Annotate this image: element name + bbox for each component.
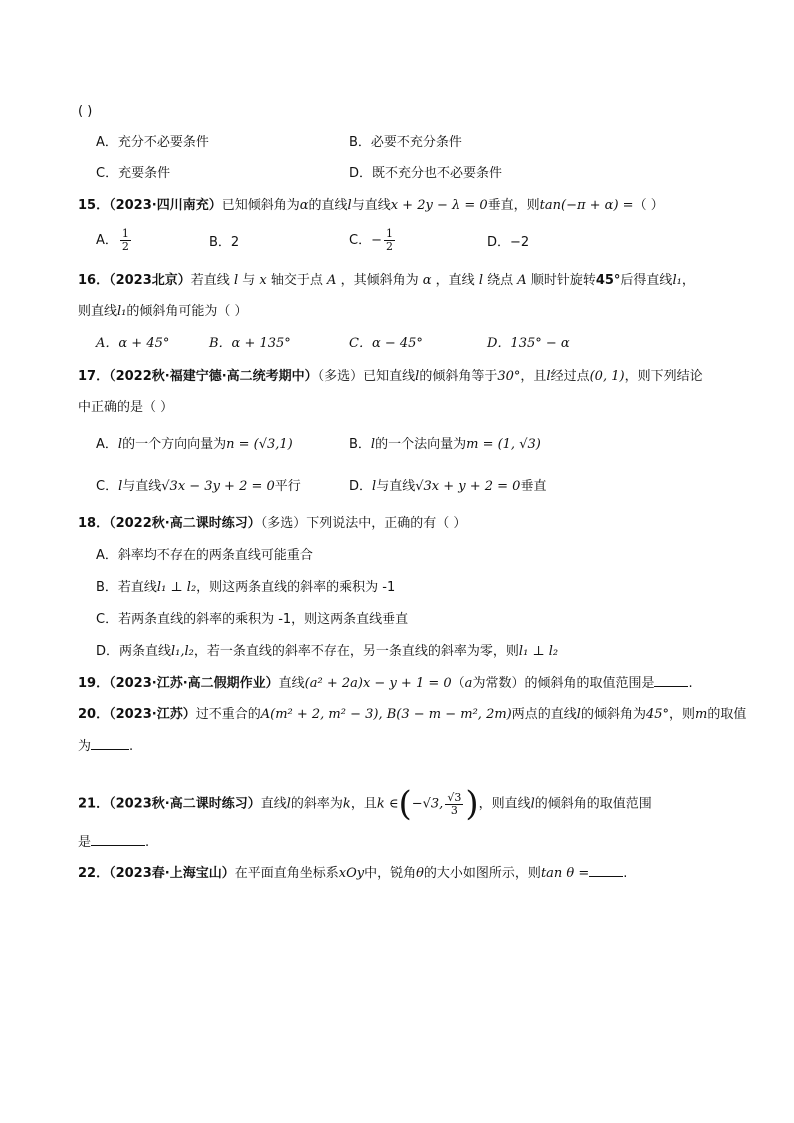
q17-text: ，且 (520, 369, 547, 384)
q15-text: 垂直，则 (487, 198, 540, 213)
q22-theta: θ (416, 866, 424, 881)
q17-vector-n: n = (√3,1) (226, 437, 293, 452)
q21-stem (78, 784, 652, 824)
q17-l: l (372, 479, 377, 494)
q19-answer-blank[interactable] (654, 686, 688, 687)
q14-option-d: D．既不充分也不必要条件 (349, 166, 503, 181)
q17-option-c-label: C． (96, 479, 119, 494)
q18-text: （多选）下列说法中，正确的有（ ） (260, 516, 467, 531)
q14-option-a: A．充分不必要条件 (96, 135, 209, 150)
q21-l: l (530, 796, 535, 812)
q14-option-b: B．必要不充分条件 (349, 135, 462, 150)
q16-l: l (233, 273, 239, 288)
q21-left-paren-icon: ( (398, 784, 412, 824)
q20-degree: 45° (645, 707, 669, 722)
q16-option-d: D．135° − α (487, 336, 570, 351)
q16-stem (78, 272, 695, 290)
q17-text: ，则下列结论 (624, 369, 703, 384)
q20-answer-blank[interactable] (91, 749, 129, 750)
q21-text: 直线 (260, 796, 287, 812)
q16-point-a: A (517, 273, 527, 288)
q18-lines: l₁,l₂ (171, 644, 194, 659)
q17-text: （多选）已知直线 (317, 369, 416, 384)
fraction-denominator: 2 (385, 240, 393, 253)
q15-number: 15． (78, 198, 110, 213)
q17-option-d-label: D． (349, 479, 373, 494)
q18-text: ，若一条直线的斜率不存在，另一条直线的斜率为零，则 (193, 644, 519, 659)
q16-text: 轴交于点 (270, 273, 323, 288)
q15-option-b: B．2 (209, 235, 240, 250)
q19-a: a (464, 676, 473, 691)
q21-text: 是 (78, 835, 92, 850)
q22-answer-blank[interactable] (589, 876, 623, 877)
q20-l: l (576, 707, 581, 722)
q17-text: 与直线 (376, 479, 416, 494)
q15-option-d: D．−2 (487, 235, 530, 250)
q22-stem (78, 865, 627, 883)
q17-l: l (415, 369, 420, 384)
q15-option-c-sign: − (371, 233, 382, 248)
q16-alpha: α (422, 273, 432, 288)
q17-point: (0, 1) (589, 369, 625, 384)
q20-text: ，则 (669, 707, 696, 722)
q17-text: 的一个方向向量为 (122, 437, 227, 452)
q20-m: m (695, 707, 708, 722)
q21-text: 的斜率为 (290, 796, 343, 812)
q20-number: 20． (78, 707, 110, 722)
q17-vector-m: m = (1, √3) (466, 437, 541, 452)
q21-right-paren-icon: ) (465, 784, 479, 824)
q15-text: 的直线 (308, 198, 348, 213)
q18-number: 18． (78, 516, 110, 531)
q17-option-a (96, 436, 293, 454)
q18-perpendicular: l₁ ⊥ l₂ (156, 580, 197, 595)
q20-text: 两点的直线 (511, 707, 577, 722)
q17-equation: √3x − 3y + 2 = 0 (161, 479, 275, 494)
q19-equation: (a² + 2a)x − y + 1 = 0 (304, 676, 452, 691)
q22-text: 的大小如图所示，则 (423, 866, 541, 881)
q15-option-c-fraction (384, 228, 395, 253)
q15-text: 已知倾斜角为 (221, 198, 300, 213)
q15-option-a (96, 228, 133, 253)
q22-xoy: xOy (338, 866, 365, 881)
q16-l: l (478, 273, 483, 288)
q21-text: ，则直线 (478, 796, 531, 812)
q16-text: 与 (242, 273, 256, 288)
q15-equation: x + 2y − λ = 0 (390, 198, 488, 213)
q16-l1: l₁ (672, 273, 682, 288)
q17-l: l (546, 369, 551, 384)
q20-stem-line2 (78, 738, 133, 756)
q15-option-c-label: C． (349, 233, 372, 248)
q21-k: k (342, 796, 351, 812)
q17-source: （2022秋·福建宁德·高二统考期中） (109, 369, 318, 384)
q21-lower-bound: −√3, (411, 796, 444, 812)
q16-text: 绕点 (487, 273, 514, 288)
q17-degree: 30° (497, 369, 521, 384)
q15-text: 与直线 (351, 198, 391, 213)
q16-text: ，直线 (435, 273, 475, 288)
q19-text: （ (451, 676, 465, 691)
q20-text: 过不重合的 (195, 707, 261, 722)
fraction-numerator: 1 (385, 227, 393, 240)
q15-stem (78, 197, 664, 215)
q18-text: ，则这两条直线的斜率的乘积为 -1 (196, 580, 396, 595)
fraction-numerator: 1 (121, 227, 129, 240)
q17-l: l (117, 437, 123, 452)
q19-number: 19． (78, 676, 110, 691)
q16-text: 后得直线 (620, 273, 673, 288)
q20-end: . (129, 739, 134, 754)
q18-text: D．两条直线 (96, 644, 172, 659)
q16-point-a: A (327, 273, 337, 288)
q17-option-b (349, 436, 541, 454)
q15-option-a-label: A． (96, 233, 118, 248)
q19-stem (78, 675, 693, 693)
q16-option-c: C．α − 45° (349, 336, 423, 351)
q16-source: （2023北京） (109, 273, 191, 288)
q17-number: 17． (78, 369, 110, 384)
q15-option-a-fraction (120, 228, 131, 253)
q20-stem (78, 706, 746, 724)
q17-equation: √3x + y + 2 = 0 (415, 479, 521, 494)
q18-option-d (96, 643, 558, 661)
q19-source: （2023·江苏·高二假期作业） (109, 676, 279, 691)
q16-text: 若直线 (190, 273, 230, 288)
fraction-denominator: 2 (121, 240, 129, 253)
q22-text: 中，锐角 (364, 866, 417, 881)
q18-text: B．若直线 (96, 580, 157, 595)
q21-text: 的倾斜角的取值范围 (534, 796, 652, 812)
q16-degree: 45° (595, 273, 621, 288)
q17-option-c (96, 478, 301, 496)
q16-number: 16． (78, 273, 110, 288)
fraction-numerator: √3 (447, 790, 462, 804)
q17-text: 与直线 (122, 479, 162, 494)
q16-option-b: B．α + 135° (209, 336, 291, 351)
q15-expression: tan(−π + α) = (539, 198, 634, 213)
q22-end: . (623, 866, 628, 881)
q20-text: 为 (78, 739, 92, 754)
q20-text: 的取值 (707, 707, 747, 722)
q21-number: 21． (78, 796, 110, 812)
q15-option-c (349, 228, 397, 253)
q22-number: 22． (78, 866, 110, 881)
q15-source: （2023·四川南充） (109, 198, 222, 213)
q22-source: （2023春·上海宝山） (109, 866, 235, 881)
q16-stem-line2 (78, 303, 248, 321)
q15-alpha: α (299, 198, 309, 213)
q21-in: k ∈ (376, 796, 399, 812)
q19-end: . (688, 676, 693, 691)
q16-text: 顺时针旋转 (530, 273, 596, 288)
q16-l1: l₁ (117, 304, 127, 319)
q18-perpendicular: l₁ ⊥ l₂ (518, 644, 559, 659)
q20-points: A(m² + 2, m² − 3), B(3 − m − m², 2m) (260, 707, 512, 722)
q15-l: l (347, 198, 352, 213)
q22-expression: tan θ = (540, 866, 590, 881)
q21-l: l (286, 796, 291, 812)
q16-text: 的倾斜角可能为（ ） (126, 304, 248, 319)
q19-text: 直线 (278, 676, 305, 691)
q20-text: 的倾斜角为 (580, 707, 646, 722)
q18-source: （2022秋·高二课时练习） (109, 516, 261, 531)
q16-x: x (259, 273, 267, 288)
q18-option-a: A．斜率均不存在的两条直线可能重合 (96, 548, 313, 563)
q21-text: ，且 (350, 796, 377, 812)
q17-text: 垂直 (520, 479, 547, 494)
q14-option-c: C．充要条件 (96, 166, 171, 181)
q15-paren: （ ） (633, 198, 664, 213)
q17-text: 平行 (274, 479, 301, 494)
q17-option-d (349, 478, 546, 496)
q17-l: l (118, 479, 123, 494)
fraction-denominator: 3 (450, 803, 458, 817)
q17-stem (78, 368, 703, 386)
q21-stem-line2 (78, 834, 149, 852)
q17-stem-line2: 中正确的是（ ） (78, 400, 174, 415)
q18-option-c: C．若两条直线的斜率的乘积为 -1，则这两条直线垂直 (96, 612, 409, 627)
q21-end: . (145, 835, 150, 850)
q16-option-a: A．α + 45° (96, 336, 170, 351)
q16-text: ， (681, 273, 695, 288)
q21-source: （2023秋·高二课时练习） (109, 796, 261, 812)
q16-text: 则直线 (78, 304, 118, 319)
q18-option-b (96, 579, 395, 597)
q17-text: 经过点 (550, 369, 590, 384)
q17-text: 的一个法向量为 (375, 437, 467, 452)
q14-answer-paren: ( ) (78, 104, 93, 119)
q20-source: （2023·江苏） (109, 707, 196, 722)
q16-text: ，其倾斜角为 (340, 273, 419, 288)
q19-text: 为常数）的倾斜角的取值范围是 (472, 676, 655, 691)
q21-upper-bound (445, 792, 463, 817)
q17-option-b-label: B． (349, 437, 371, 452)
q17-option-a-label: A． (96, 437, 118, 452)
q22-text: 在平面直角坐标系 (234, 866, 339, 881)
q18-stem (78, 515, 466, 533)
q17-l: l (370, 437, 376, 452)
q21-answer-blank[interactable] (91, 845, 145, 846)
q17-text: 的倾斜角等于 (419, 369, 498, 384)
